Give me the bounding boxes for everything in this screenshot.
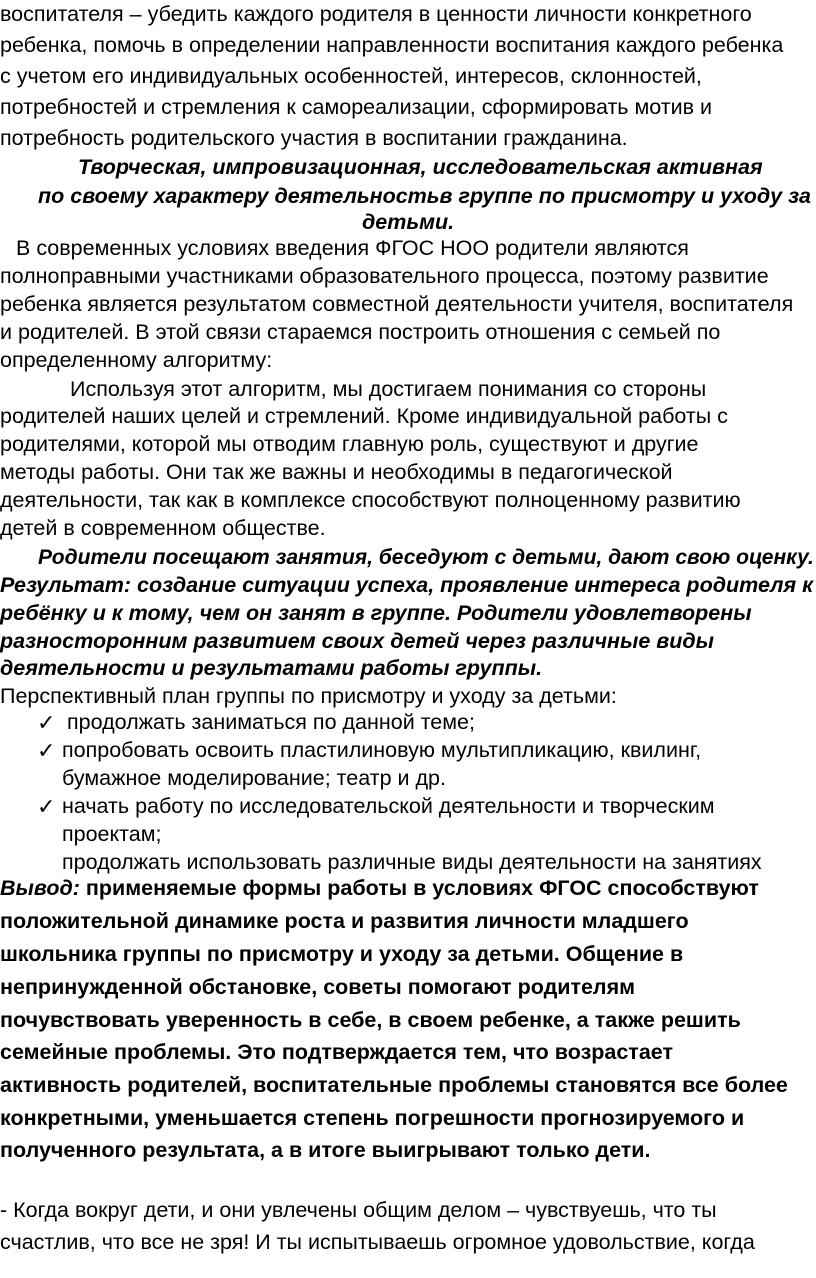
list-item: продолжать использовать различные виды деятельности на занятиях — [62, 850, 762, 874]
text-line: с учетом его индивидуальных особенностей, интересов, склонностей, — [0, 64, 702, 88]
conclusion-line: полученного результата, а в итоге выигрывают только дети. — [0, 1138, 651, 1162]
conclusion-line: конкретными, уменьшается степень погрешности прогнозируемого и — [0, 1106, 745, 1130]
text-line: определенному алгоритму: — [0, 348, 273, 372]
text-line: счастлив, что все не зря! И ты испытываешь огромное удовольствие, когда — [0, 1230, 755, 1254]
emphasis-line: разносторонним развитием своих детей через различные виды — [0, 629, 715, 653]
emphasis-line: деятельности и результатами работы группы. — [0, 656, 543, 680]
text-line: деятельности, так как в комплексе способствуют полноценному развитию — [0, 488, 741, 512]
checkmark-icon: ✓ — [37, 794, 56, 819]
text-line: ребенка, помочь в определении направленности воспитания каждого ребенка — [0, 33, 784, 57]
conclusion-line: семейные проблемы. Это подтверждается тем, что возрастает — [0, 1040, 673, 1064]
text-line: полноправными участниками образовательного процесса, поэтому развитие — [0, 264, 769, 288]
text-line: - Когда вокруг дети, и они увлечены общим делом – чувствуешь, что ты — [0, 1198, 717, 1222]
section-heading: по своему характеру деятельностьв группе по присмотру и уходу за — [38, 184, 812, 208]
checkmark-icon: ✓ — [37, 710, 56, 735]
checkmark-icon: ✓ — [37, 738, 56, 763]
conclusion-line: положительной динамике роста и развития личности младшего — [0, 909, 689, 933]
text-line: Используя этот алгоритм, мы достигаем понимания со стороны — [70, 377, 707, 401]
section-heading: детьми. — [362, 210, 455, 234]
list-item: попробовать освоить пластилиновую мультипликацию, квилинг, — [62, 738, 702, 762]
section-heading: Творческая, импровизационная, исследовательская активная — [78, 155, 763, 179]
conclusion-line — [0, 874, 759, 903]
text-line: потребность родительского участия в воспитании гражданина. — [0, 126, 628, 150]
emphasis-line: Результат: создание ситуации успеха, проявление интереса родителя к — [0, 573, 814, 597]
text-line: В современных условиях введения ФГОС НОО родители являются — [16, 236, 689, 260]
text-line: методы работы. Они так же важны и необходимы в педагогической — [0, 460, 673, 484]
conclusion-line: почувствовать уверенность в себе, в своем ребенке, а также решить — [0, 1008, 741, 1032]
conclusion-line: активность родителей, воспитательные проблемы становятся все более — [0, 1073, 788, 1097]
emphasis-line: ребёнку и к тому, чем он занят в группе. Родители удовлетворены — [0, 601, 752, 625]
conclusion-label: Вывод: — [0, 876, 80, 900]
list-item: начать работу по исследовательской деятельности и творческим — [62, 794, 715, 818]
text-line: родителей наших целей и стремлений. Кроме индивидуальной работы с — [0, 404, 728, 428]
list-item: продолжать заниматься по данной теме; — [67, 710, 475, 734]
conclusion-line: непринужденной обстановке, советы помогают родителям — [0, 975, 636, 999]
emphasis-line: Родители посещают занятия, беседуют с детьми, дают свою оценку. — [38, 545, 814, 569]
conclusion-text: применяемые формы работы в условиях ФГОС способствуют — [79, 876, 759, 900]
list-item: проектам; — [62, 822, 162, 846]
conclusion-line: школьника группы по присмотру и уходу за детьми. Общение в — [0, 942, 684, 966]
text-line: ребенка является результатом совместной деятельности учителя, воспитателя — [0, 292, 794, 316]
plan-title: Перспективный план группы по присмотру и уходу за детьми: — [0, 684, 617, 708]
text-line: детей в современном обществе. — [0, 516, 326, 540]
text-line: родителями, которой мы отводим главную роль, существуют и другие — [0, 432, 699, 456]
text-line: потребностей и стремления к самореализации, сформировать мотив и — [0, 95, 712, 119]
list-item: бумажное моделирование; театр и др. — [62, 766, 446, 790]
text-line: и родителей. В этой связи стараемся построить отношения с семьей по — [0, 320, 721, 344]
text-line: воспитателя – убедить каждого родителя в ценности личности конкретного — [0, 2, 752, 26]
